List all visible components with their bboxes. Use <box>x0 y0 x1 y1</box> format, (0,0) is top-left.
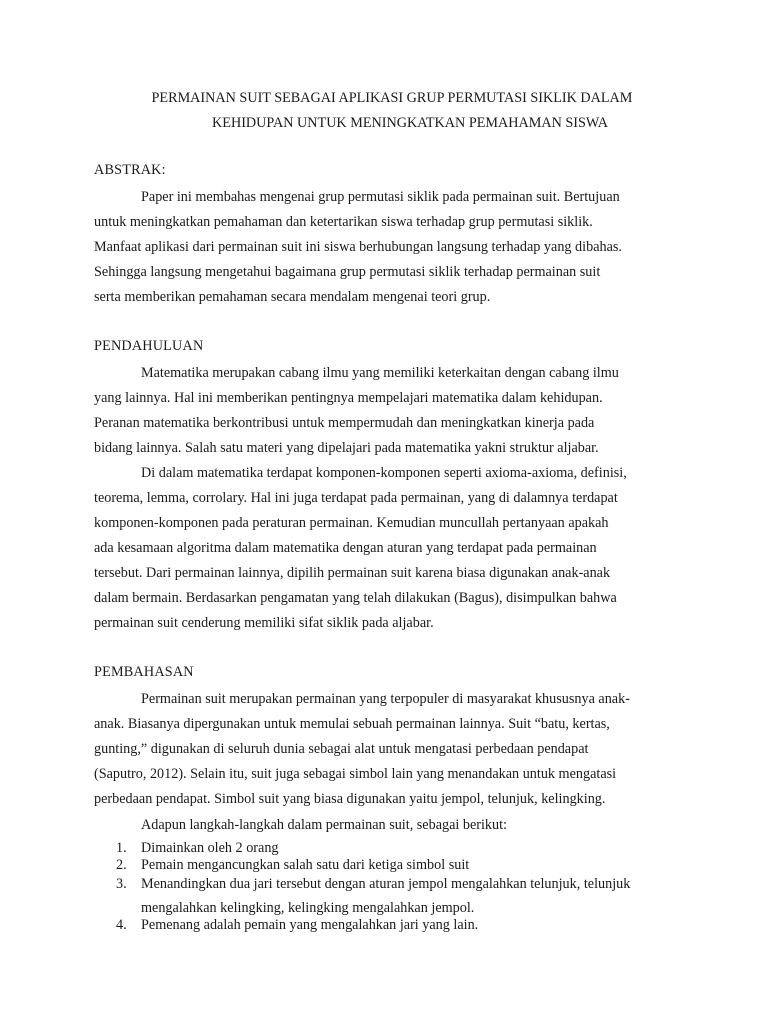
pembahasan-line: Permainan suit merupakan permainan yang terpopuler di masyarakat khususnya anak- <box>141 691 630 707</box>
list-text: Dimainkan oleh 2 orang <box>141 840 279 856</box>
pendahuluan-line: tersebut. Dari permainan lainnya, dipilih permainan suit karena biasa digunakan anak-anak <box>94 565 611 581</box>
list-number: 3. <box>116 876 127 892</box>
title-line-2: KEHIDUPAN UNTUK MENINGKATKAN PEMAHAMAN SISWA <box>212 115 608 131</box>
pendahuluan-line: bidang lainnya. Salah satu materi yang dipelajari pada matematika yakni struktur aljabar. <box>94 440 599 456</box>
list-text-continued: mengalahkan kelingking, kelingking mengalahkan jempol. <box>141 900 475 916</box>
list-number: 2. <box>116 857 127 873</box>
pendahuluan-line: ada kesamaan algoritma dalam matematika dengan aturan yang terdapat pada permainan <box>94 540 597 556</box>
pembahasan-line: anak. Biasanya dipergunakan untuk memulai sebuah permainan lainnya. Suit “batu, kertas, <box>94 716 610 732</box>
list-number: 1. <box>116 840 127 856</box>
list-text: Pemain mengancungkan salah satu dari ketiga simbol suit <box>141 857 470 873</box>
pembahasan-heading: PEMBAHASAN <box>94 664 194 680</box>
pendahuluan-line: komponen-komponen pada peraturan permainan. Kemudian muncullah pertanyaan apakah <box>94 515 609 531</box>
pendahuluan-line: Matematika merupakan cabang ilmu yang memiliki keterkaitan dengan cabang ilmu <box>141 365 619 381</box>
abstract-line: untuk meningkatkan pemahaman dan ketertarikan siswa terhadap grup permutasi siklik. <box>94 214 593 230</box>
pendahuluan-line: yang lainnya. Hal ini memberikan pentingnya mempelajari matematika dalam kehidupan. <box>94 390 603 406</box>
steps-intro: Adapun langkah-langkah dalam permainan suit, sebagai berikut: <box>141 817 508 833</box>
title-line-1: PERMAINAN SUIT SEBAGAI APLIKASI GRUP PERMUTASI SIKLIK DALAM <box>151 90 633 106</box>
pendahuluan-line: Peranan matematika berkontribusi untuk mempermudah dan meningkatkan kinerja pada <box>94 415 595 431</box>
list-text: Pemenang adalah pemain yang mengalahkan jari yang lain. <box>141 917 479 933</box>
abstract-line: Sehingga langsung mengetahui bagaimana grup permutasi siklik terhadap permainan suit <box>94 264 601 280</box>
pendahuluan-line: teorema, lemma, corrolary. Hal ini juga terdapat pada permainan, yang di dalamnya terdapat <box>94 490 618 506</box>
abstract-heading: ABSTRAK: <box>94 162 166 178</box>
pembahasan-line: (Saputro, 2012). Selain itu, suit juga sebagai simbol lain yang menandakan untuk mengatasi <box>94 766 617 782</box>
pendahuluan-line: Di dalam matematika terdapat komponen-komponen seperti axioma-axioma, definisi, <box>141 465 627 481</box>
pembahasan-line: gunting,” digunakan di seluruh dunia sebagai alat untuk mengatasi perbedaan pendapat <box>94 741 589 757</box>
abstract-line: serta memberikan pemahaman secara mendalam mengenai teori grup. <box>94 289 491 305</box>
pendahuluan-heading: PENDAHULUAN <box>94 338 204 354</box>
pendahuluan-line: permainan suit cenderung memiliki sifat siklik pada aljabar. <box>94 615 434 631</box>
list-number: 4. <box>116 917 127 933</box>
abstract-line: Paper ini membahas mengenai grup permutasi siklik pada permainan suit. Bertujuan <box>141 189 620 205</box>
pembahasan-line: perbedaan pendapat. Simbol suit yang biasa digunakan yaitu jempol, telunjuk, kelingking. <box>94 791 606 807</box>
pendahuluan-line: dalam bermain. Berdasarkan pengamatan yang telah dilakukan (Bagus), disimpulkan bahwa <box>94 590 617 606</box>
abstract-line: Manfaat aplikasi dari permainan suit ini siswa berhubungan langsung terhadap yang dibahas. <box>94 239 622 255</box>
list-text: Menandingkan dua jari tersebut dengan aturan jempol mengalahkan telunjuk, telunjuk <box>141 876 631 892</box>
